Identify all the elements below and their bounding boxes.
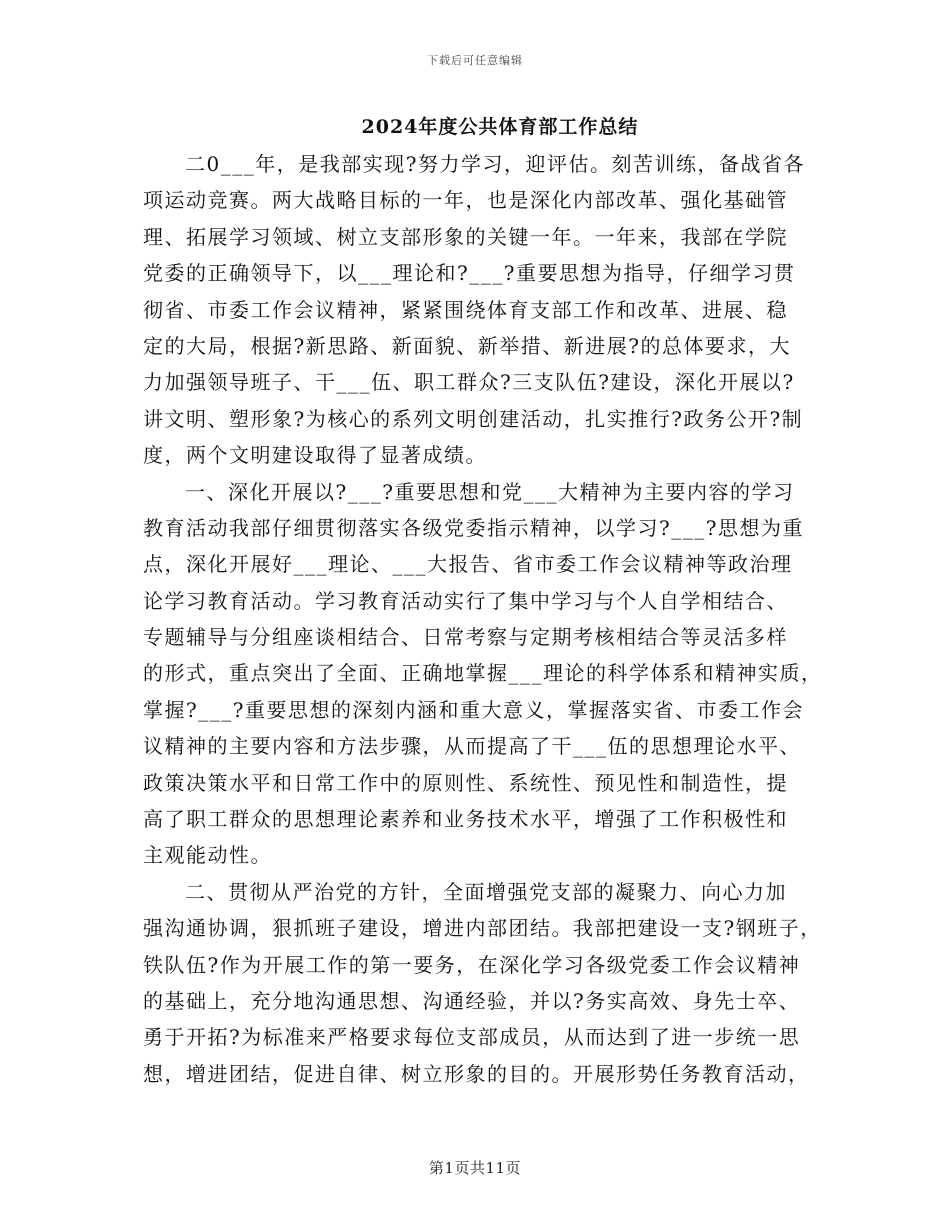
paragraph-2-line-7: 掌握?___?重要思想的深刻内涵和重大意义，掌握落实省、市委工作会	[143, 697, 804, 722]
paragraph-2-line-3: 点，深化开展好___理论、___大报告、省市委工作会议精神等政治理	[143, 552, 793, 577]
paragraph-1-line-2: 项运动竞赛。两大战略目标的一年，也是深化内部改革、强化基础管	[143, 188, 788, 213]
paragraph-1-line-3: 理、拓展学习领域、树立支部形象的关键一年。一年来，我部在学院	[143, 224, 788, 249]
paragraph-3-line-4: 的基础上，充分地沟通思想、沟通经验，并以?务实高效、身先士卒、	[143, 988, 801, 1013]
paragraph-2-line-9: 政策决策水平和日常工作中的原则性、系统性、预见性和制造性，提	[143, 770, 788, 795]
paragraph-3-line-3: 铁队伍?作为开展工作的第一要务，在深化学习各级党委工作会议精神	[143, 952, 801, 977]
paragraph-1-line-5: 彻省、市委工作会议精神，紧紧围绕体育支部工作和改革、进展、稳	[143, 297, 788, 322]
paragraph-2-line-4: 论学习教育活动。学习教育活动实行了集中学习与个人自学相结合、	[143, 588, 788, 613]
paragraph-2-line-2: 教育活动我部仔细贯彻落实各级党委指示精神，以学习?___?思想为重	[143, 515, 804, 540]
paragraph-1-line-6: 定的大局，根据?新思路、新面貌、新举措、新进展?的总体要求，大	[143, 333, 791, 358]
document-body	[143, 146, 823, 1092]
paragraph-3-line-2: 强沟通协调，狠抓班子建设，增进内部团结。我部把建设一支?钢班子，	[143, 916, 822, 941]
paragraph-1-line-4: 党委的正确领导下，以___理论和?___?重要思想为指导，仔细学习贯	[143, 261, 796, 286]
paragraph-3-line-1: 二、贯彻从严治党的方针，全面增强党支部的凝聚力、向心力加	[185, 879, 787, 904]
paragraph-2-line-6: 的形式，重点突出了全面、正确地掌握___理论的科学体系和精神实质，	[143, 661, 823, 686]
header-note: 下载后可任意编辑	[427, 54, 523, 67]
paragraph-2-line-5: 专题辅导与分组座谈相结合、日常考察与定期考核相结合等灵活多样	[143, 625, 788, 650]
paragraph-2-line-10: 高了职工群众的思想理论素养和业务技术水平，增强了工作积极性和	[143, 807, 788, 832]
paragraph-3-line-6: 想，增进团结，促进自律、树立形象的目的。开展形势任务教育活动，	[143, 1061, 810, 1086]
paragraph-1-line-7: 力加强领导班子、干___伍、职工群众?三支队伍?建设，深化开展以?	[143, 370, 795, 395]
paragraph-2-line-1: 一、深化开展以?___?重要思想和党___大精神为主要内容的学习	[185, 479, 795, 504]
page-footer: 第1页共11页	[428, 1159, 522, 1177]
paragraph-3-line-5: 勇于开拓?为标准来严格要求每位支部成员，从而达到了进一步统一思	[143, 1025, 801, 1050]
paragraph-1-line-9: 度，两个文明建设取得了显著成绩。	[143, 443, 487, 468]
paragraph-1-line-1: 二0___年，是我部实现?努力学习，迎评估。刻苦训练，备战省各	[185, 152, 805, 176]
document-title: 2024年度公共体育部工作总结	[361, 116, 639, 138]
paragraph-2-line-8: 议精神的主要内容和方法步骤，从而提高了干___伍的思想理论水平、	[143, 734, 801, 759]
paragraph-2-line-11: 主观能动性。	[143, 843, 272, 868]
paragraph-1-line-8: 讲文明、塑形象?为核心的系列文明创建活动，扎实推行?政务公开?制	[143, 406, 804, 431]
